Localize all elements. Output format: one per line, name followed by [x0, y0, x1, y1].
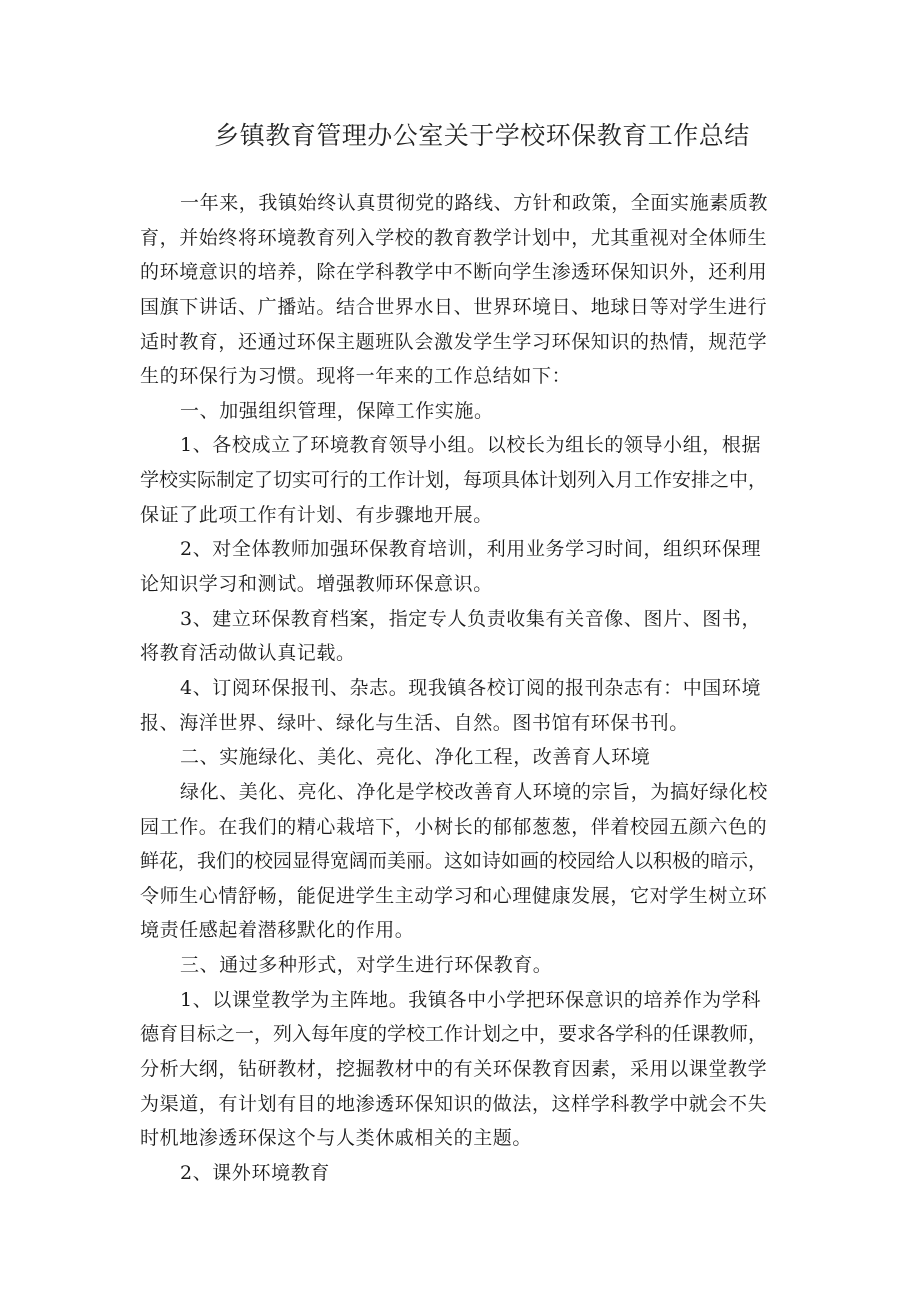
body-line: 的环境意识的培养，除在学科教学中不断向学生渗透环保知识外，还利用: [140, 261, 768, 284]
document-body: [140, 186, 800, 1191]
body-line: 4、订阅环保报刊、杂志。现我镇各校订阅的报刊杂志有：中国环境: [180, 676, 762, 699]
body-line: 分析大纲，钻研教材，挖掘教材中的有关环保教育因素，采用以课堂教学: [140, 1058, 768, 1081]
body-line: 育，并始终将环境教育列入学校的教育教学计划中，尤其重视对全体师生: [140, 226, 768, 249]
body-line: 学校实际制定了切实可行的工作计划，每项具体计划列入月工作安排之中，: [140, 469, 768, 492]
body-line: 报、海洋世界、绿叶、绿化与生活、自然。图书馆有环保书刊。: [140, 711, 689, 734]
document-title: 乡镇教育管理办公室关于学校环保教育工作总结: [214, 121, 750, 150]
body-line: 3、建立环保教育档案，指定专人负责收集有关音像、图片、图书，: [180, 607, 762, 630]
body-line: 1、以课堂教学为主阵地。我镇各中小学把环保意识的培养作为学科: [180, 988, 762, 1011]
body-line: 国旗下讲话、广播站。结合世界水日、世界环境日、地球日等对学生进行: [140, 295, 768, 318]
body-line: 一年来，我镇始终认真贯彻党的路线、方针和政策，全面实施素质教: [180, 192, 769, 214]
section-heading: 一、加强组织管理，保障工作实施。: [180, 399, 494, 422]
body-line: 保证了此项工作有计划、有步骤地开展。: [140, 503, 493, 526]
body-line: 为渠道，有计划有目的地渗透环保知识的做法，这样学科教学中就会不失: [140, 1092, 768, 1115]
body-line: 德育目标之一，列入每年度的学校工作计划之中，要求各学科的任课教师，: [140, 1023, 768, 1046]
section-heading: 三、通过多种形式，对学生进行环保教育。: [180, 954, 553, 977]
body-line: 绿化、美化、亮化、净化是学校改善育人环境的宗旨，为搞好绿化校: [180, 780, 769, 803]
body-line: 论知识学习和测试。增强教师环保意识。: [140, 573, 493, 596]
section-heading: 二、实施绿化、美化、亮化、净化工程，改善育人环境: [180, 746, 651, 769]
body-line: 将教育活动做认真记载。: [140, 642, 356, 665]
body-line: 令师生心情舒畅，能促进学生主动学习和心理健康发展，它对学生树立环: [140, 884, 768, 907]
body-line: 适时教育，还通过环保主题班队会激发学生学习环保知识的热情，规范学: [140, 330, 768, 353]
body-line: 生的环保行为习惯。现将一年来的工作总结如下：: [140, 365, 572, 388]
body-line: 鲜花，我们的校园显得宽阔而美丽。这如诗如画的校园给人以积极的暗示，: [140, 850, 768, 873]
body-line: 境责任感起着潜移默化的作用。: [140, 919, 415, 942]
body-line: 1、各校成立了环境教育领导小组。以校长为组长的领导小组，根据: [180, 434, 762, 457]
body-line: 时机地渗透环保这个与人类休戚相关的主题。: [140, 1127, 533, 1150]
body-line: 园工作。在我们的精心栽培下，小树长的郁郁葱葱，伴着校园五颜六色的: [140, 815, 768, 838]
body-line: 2、对全体教师加强环保教育培训，利用业务学习时间，组织环保理: [180, 538, 762, 561]
body-line: 2、课外环境教育: [180, 1161, 330, 1184]
